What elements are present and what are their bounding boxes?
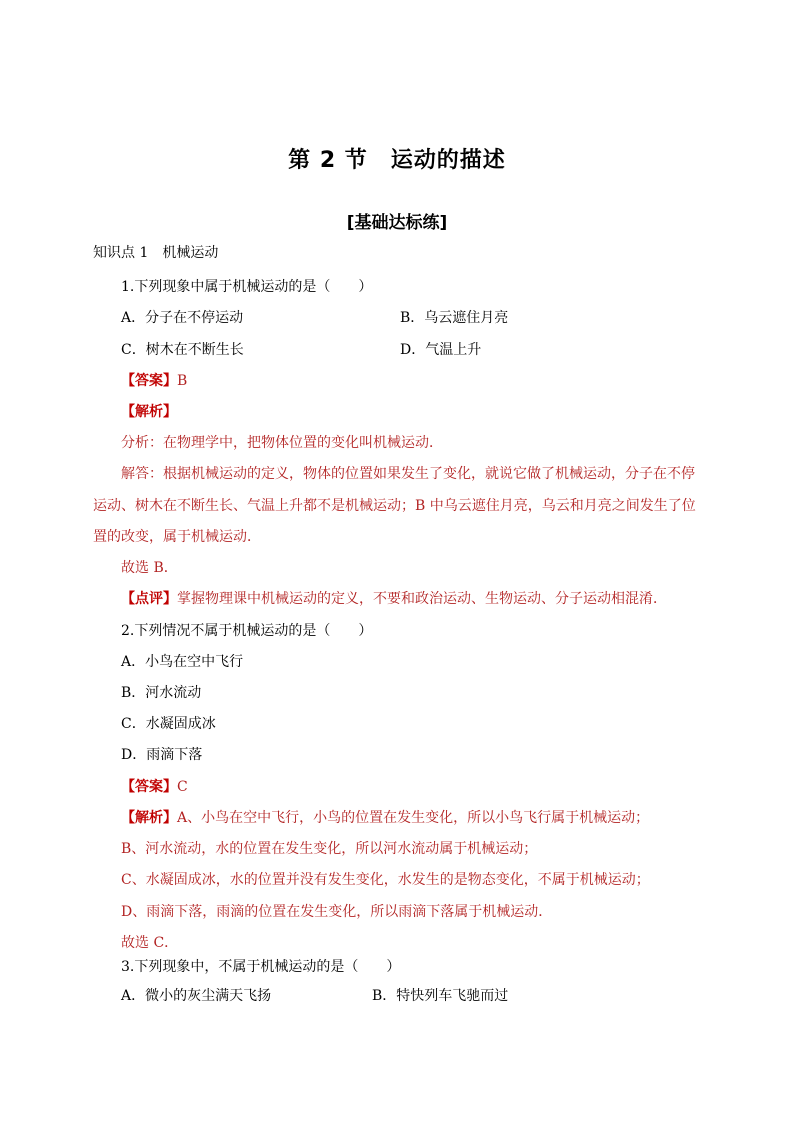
section-subtitle: [基础达标练]	[346, 213, 448, 233]
page-title: 第 2 节 运动的描述	[288, 148, 506, 173]
q2-answer	[121, 778, 188, 796]
q2-option-a: A．小鸟在空中飞行	[121, 654, 244, 670]
q2-analysis-line-2: B、河水流动，水的位置在发生变化，所以河水流动属于机械运动；	[121, 841, 538, 857]
q1-answer-label: 【答案】	[121, 373, 177, 389]
q1-analysis-line-1: 分析：在物理学中，把物体位置的变化叫机械运动．	[121, 435, 443, 451]
q1-comment	[121, 590, 667, 608]
q3-option-a: A．微小的灰尘满天飞扬	[121, 988, 272, 1004]
q2-option-b: B．河水流动	[121, 685, 202, 701]
q3-option-b: B．特快列车飞驰而过	[372, 988, 509, 1004]
q1-comment-label: 【点评】	[121, 591, 177, 607]
q2-option-c: C．水凝固成冰	[121, 716, 216, 732]
q1-analysis-line-3: 运动、树木在不断生长、气温上升都不是机械运动；B 中乌云遮住月亮，乌云和月亮之间发生了位	[93, 498, 696, 514]
q1-conclusion: 故选 B．	[121, 560, 178, 576]
q1-option-c: C．树木在不断生长	[121, 342, 244, 358]
q1-option-b: B．乌云遮住月亮	[400, 310, 509, 326]
q2-analysis-label: 【解析】	[121, 810, 177, 826]
q1-option-d: D．气温上升	[400, 342, 482, 358]
q1-option-a: A．分子在不停运动	[121, 310, 244, 326]
q1-answer	[121, 372, 187, 390]
q2-conclusion: 故选 C．	[121, 935, 179, 951]
q1-comment-text: 掌握物理课中机械运动的定义，不要和政治运动、生物运动、分子运动相混淆．	[177, 591, 667, 607]
q2-analysis-line-1-row	[121, 809, 649, 827]
q1-analysis-line-2: 解答：根据机械运动的定义，物体的位置如果发生了变化，就说它做了机械运动，分子在不停	[121, 466, 695, 482]
q1-analysis-label: 【解析】	[121, 404, 177, 420]
q2-stem: 2.下列情况不属于机械运动的是（ ）	[121, 623, 373, 639]
q2-answer-value: C	[177, 779, 188, 795]
knowledge-point-heading: 知识点 1 机械运动	[93, 245, 219, 261]
q3-stem: 3.下列现象中，不属于机械运动的是（ ）	[121, 959, 401, 975]
q1-answer-value: B	[177, 373, 188, 389]
q2-answer-label: 【答案】	[121, 779, 177, 795]
q1-stem: 1.下列现象中属于机械运动的是（ ）	[121, 279, 373, 295]
q2-analysis-line-4: D、雨滴下落，雨滴的位置在发生变化，所以雨滴下落属于机械运动．	[121, 904, 553, 920]
q2-analysis-line-3: C、水凝固成冰，水的位置并没有发生变化，水发生的是物态变化，不属于机械运动；	[121, 872, 650, 888]
q1-analysis-line-4: 置的改变，属于机械运动．	[93, 529, 261, 545]
q2-option-d: D．雨滴下落	[121, 747, 203, 763]
q2-analysis-line-1: A、小鸟在空中飞行，小鸟的位置在发生变化，所以小鸟飞行属于机械运动；	[177, 810, 650, 826]
